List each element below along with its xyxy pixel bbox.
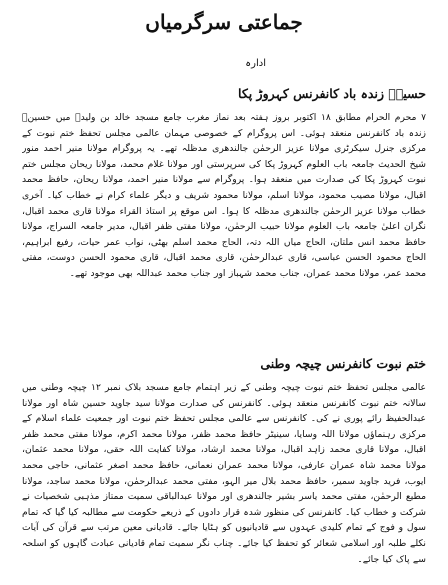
section-body-khatm-nabuwat-conference: عالمی مجلس تحفظ ختم نبوت چیچہ وطنی کے زیر اہتمام جامع مسجد بلاک نمبر ۱۲ چیچہ وطنی میں سالانہ ختم نبوت کانفرنس منعقد ہوئی۔ کانفرنس کی صدارت مولانا سید جاوید حسین شاہ اور مولانا عبدالحفیظ رائے پوری نے کی۔ کانفرنس سے عالمی مجلس تحفظ ختم نبوت اور جمعیت علماء اسلام کے مرکزی رہنماؤں مولانا اللہ وسایا، سینیٹر حافظ محمد ظفر، مولانا محمد اکرم، مولانا مفتی محمد ظفر اقبال، مولانا قاری محمد زاہد اقبال، مولانا محمد ارشاد، مولانا کفایت اللہ حقی، مولانا محمد عثمان، مولانا محمد شاہ عمران عارفی، مولانا محمد عمران نعمانی، حافظ محمد اصغر عثمانی، حاجی محمد ایوب، فرید جاوید سمیر، حافظ محمد بلال میر الہو، مفتی محمد عبدالرحمٰن، مولانا محمد ساجد، مولانا مطیع الرحمٰن، مفتی محمد یاسر بشیر جالندھری اور مولانا عبدالباقی سمیت ممتاز مذہبی شخصیات نے شرکت و خطاب کیا۔ کانفرنس کی منظور شدہ قرار دادوں کے ذریعے حکومت سے مطالبہ کیا گیا کہ تمام سول و فوج کے تمام کلیدی عہدوں سے قادیانیوں کو ہٹایا جائے۔ قادیانی معین مرتب سے قرآن کی آیات نکلے طلبہ اور اسلامی شعائر کو تحفظ کیا جائے۔ چناب نگر سمیت تمام قادیانی عبادت گاہوں کو اسلحہ سے پاک کیا جائے۔: [22, 382, 426, 565]
section-heading-hussain-conference: حسینؓ زندہ باد کانفرنس کہروڑ پکا: [238, 86, 426, 101]
section-body-hussain-conference: ۷ محرم الحرام مطابق ۱۸ اکتوبر بروز ہفتہ بعد نماز مغرب جامع مسجد خالد بن ولیدؓ میں حسینؓ زندہ باد کانفرنس منعقد ہوئی۔ اس پروگرام کے خصوصی مہمان عالمی مجلس تحفظ ختم نبوت کے مرکزی جنرل سیکرٹری مولانا عزیز الرحمٰن جالندھری مدظلہ تھے۔ یہ پروگرام مولانا منیر احمد منور شیخ الحدیث جامعہ باب العلوم کہروڑ پکا کی سرپرستی اور مولانا غلام محمد، مولانا ریحان مجلس ختم نبوت کہروڑ پکا کی صدارت میں منعقد ہوا۔ پروگرام سے مولانا منیر احمد، مولانا ریحان، حافظ محمد اقبال، مولانا مصیب محمود، مولانا اسلم، مولانا محمود شریف و دیگر علماء کرام نے خطاب کیا۔ آخری خطاب مولانا عزیز الرحمٰن جالندھری مدظلہ کا ہوا۔ اس موقع پر استاذ القراء مولانا قاری محمد اقبال، نگران اعلیٰ جامعہ باب العلوم مولانا حبیب الرحمٰن، مولانا مفتی ظفر اقبال، مدیر جامعہ السراج، مولانا حافظ محمد انس ملتان، الحاج میاں اللہ دتہ، الحاج محمد اسلم بھٹی، نواب عمر حیات، رفیع ابراہیم، الحاج محمود الحسن عباسی، قاری عبدالرحمٰن، قاری محمد اقبال، قاری محمود الحسن دوست، مفتی محمد عمر، مولانا محمد عمران، جناب محمد شہباز اور جناب محمد عبداللہ بھی موجود تھے۔: [22, 112, 426, 279]
author-line: ادارہ: [245, 58, 266, 69]
section-heading-khatm-nabuwat-conference: ختم نبوت کانفرنس چیچہ وطنی: [260, 356, 426, 371]
page-title: جماعتی سرگرمیاں: [145, 10, 303, 34]
